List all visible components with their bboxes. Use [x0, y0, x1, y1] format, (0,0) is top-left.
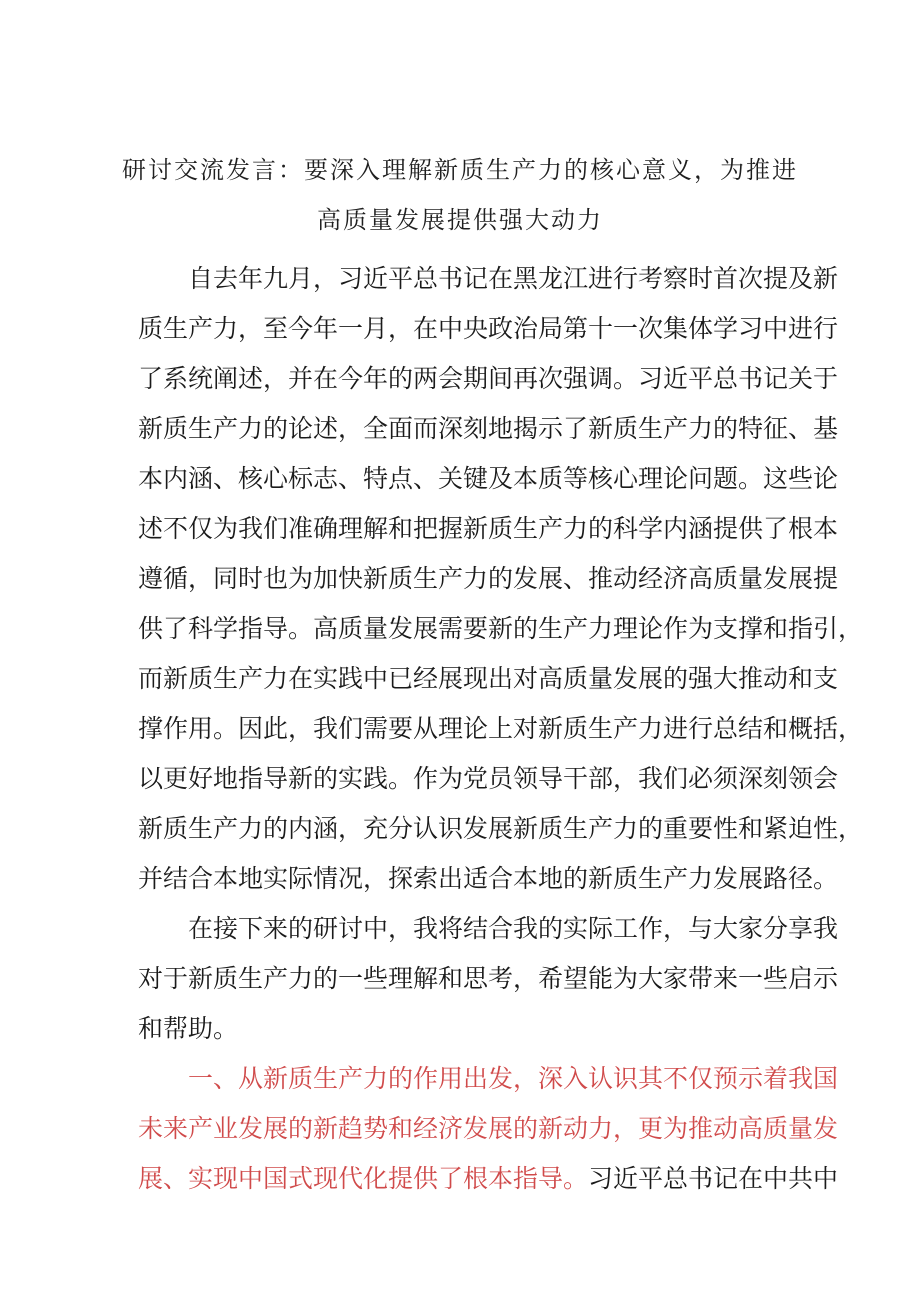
section-1-body-start: 习近平总书记在中共中	[588, 1164, 839, 1193]
document-title-line-1: 研讨交流发言：要深入理解新质生产力的核心意义，为推进	[122, 156, 798, 184]
section-1-line-3	[138, 1163, 839, 1195]
paragraph-2-line-3: 和帮助。	[138, 1014, 239, 1043]
paragraph-1-line-5: 本内涵、核心标志、特点、关键及本质等核心理论问题。这些论	[138, 464, 839, 493]
paragraph-1-line-13: 并结合本地实际情况，探索出适合本地的新质生产力发展路径。	[138, 864, 839, 893]
paragraph-1-line-9: 而新质生产力在实践中已经展现出对高质量发展的强大推动和支	[138, 664, 839, 693]
section-1-heading-line-1: 一、从新质生产力的作用出发，深入认识其不仅预示着我国	[188, 1064, 839, 1093]
section-1-heading-line-2: 未来产业发展的新趋势和经济发展的新动力，更为推动高质量发	[138, 1114, 839, 1143]
paragraph-1-line-4: 新质生产力的论述，全面而深刻地揭示了新质生产力的特征、基	[138, 414, 839, 443]
section-1-heading-line-3: 展、实现中国式现代化提供了根本指导。	[138, 1164, 589, 1193]
paragraph-1-line-3: 了系统阐述，并在今年的两会期间再次强调。习近平总书记关于	[138, 364, 839, 393]
paragraph-1-line-8: 供了科学指导。高质量发展需要新的生产力理论作为支撑和指引，	[138, 614, 864, 643]
paragraph-1-line-1: 自去年九月，习近平总书记在黑龙江进行考察时首次提及新	[188, 264, 839, 293]
paragraph-1-line-12: 新质生产力的内涵，充分认识发展新质生产力的重要性和紧迫性，	[138, 814, 864, 843]
paragraph-2-line-1: 在接下来的研讨中，我将结合我的实际工作，与大家分享我	[188, 914, 839, 943]
paragraph-2-line-2: 对于新质生产力的一些理解和思考，希望能为大家带来一些启示	[138, 964, 839, 993]
paragraph-1-line-11: 以更好地指导新的实践。作为党员领导干部，我们必须深刻领会	[138, 764, 839, 793]
paragraph-1-line-2: 质生产力，至今年一月，在中央政治局第十一次集体学习中进行	[138, 314, 839, 343]
paragraph-1-line-10: 撑作用。因此，我们需要从理论上对新质生产力进行总结和概括，	[138, 714, 864, 743]
paragraph-1-line-6: 述不仅为我们准确理解和把握新质生产力的科学内涵提供了根本	[138, 514, 839, 543]
document-title-line-2: 高质量发展提供强大动力	[317, 206, 603, 234]
paragraph-1-line-7: 遵循，同时也为加快新质生产力的发展、推动经济高质量发展提	[138, 564, 839, 593]
